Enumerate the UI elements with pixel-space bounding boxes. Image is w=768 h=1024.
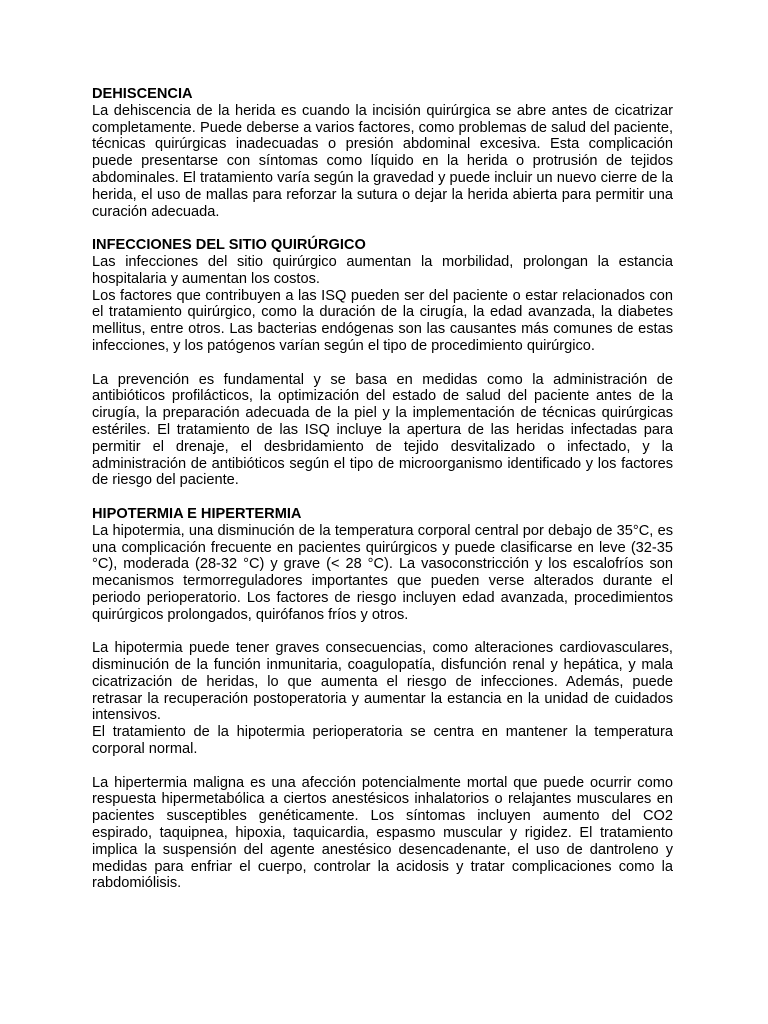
paragraph-infecciones-factores: Los factores que contribuyen a las ISQ pueden ser del paciente o estar relacionados con el tratamiento quirúrgico, como la duración de la cirugía, la edad avanzada, la diabetes mellitus, entre otros. Las bacterias endógenas son las causantes más comunes de estas infecciones, y los patógenos varían según el tipo de procedimiento quirúrgico. <box>92 287 673 354</box>
paragraph-hipertermia-maligna: La hipertermia maligna es una afección potencialmente mortal que puede ocurrir como respuesta hipermetabólica a ciertos anestésicos inhalatorios o relajantes musculares en pacientes susceptibles genéticamente. Los síntomas incluyen aumento del CO2 espirado, taquipnea, hipoxia, taquicardia, espasmo muscular y rigidez. El tratamiento implica la suspensión del agente anestésico desencadenante, el uso de dantroleno y medidas para enfriar el cuerpo, controlar la acidosis y tratar complicaciones como la rabdomiólisis. <box>92 774 673 892</box>
paragraph-hipotermia-consecuencias: La hipotermia puede tener graves consecuencias, como alteraciones cardiovasculares, disminución de la función inmunitaria, coagulopatía, disfunción renal y hepática, y mala cicatrización de heridas, lo que aumenta el riesgo de infecciones. Además, puede retrasar la recuperación postoperatoria y aumentar la estancia en la unidad de cuidados intensivos. <box>92 640 673 724</box>
section-heading-infecciones: INFECCIONES DEL SITIO QUIRÚRGICO <box>92 237 366 254</box>
paragraph-spacer <box>92 624 673 641</box>
paragraph-hipotermia-tratamiento: El tratamiento de la hipotermia perioperatoria se centra en mantener la temperatura corporal normal. <box>92 724 673 758</box>
paragraph-spacer <box>92 220 673 237</box>
paragraph-spacer <box>92 355 673 372</box>
paragraph-spacer <box>92 489 673 506</box>
paragraph-infecciones-intro: Las infecciones del sitio quirúrgico aumentan la morbilidad, prolongan la estancia hospitalaria y aumentan los costos. <box>92 253 673 287</box>
document-page <box>92 86 673 892</box>
paragraph-spacer <box>92 758 673 775</box>
section-heading-dehiscencia: DEHISCENCIA <box>92 86 193 102</box>
paragraph-infecciones-prevencion: La prevención es fundamental y se basa en medidas como la administración de antibióticos profilácticos, la optimización del estado de salud del paciente antes de la cirugía, la preparación adecuada de la piel y la implementación de técnicas quirúrgicas estériles. El tratamiento de las ISQ incluye la apertura de las heridas infectadas para permitir el drenaje, el desbridamiento de tejido desvitalizado o infectado, y la administración de antibióticos según el tipo de microorganismo identificado y los factores de riesgo del paciente. <box>92 371 673 489</box>
paragraph-hipotermia-definicion: La hipotermia, una disminución de la temperatura corporal central por debajo de 35°C, es una complicación frecuente en pacientes quirúrgicos y puede clasificarse en leve (32-35 °C), moderada (28-32 °C) y grave (< 28 °C). La vasoconstricción y los escalofríos son mecanismos termorreguladores importantes que pueden verse alterados durante el periodo perioperatorio. Los factores de riesgo incluyen edad avanzada, procedimientos quirúrgicos prolongados, quirófanos fríos y otros. <box>92 522 673 623</box>
section-heading-hipotermia: HIPOTERMIA E HIPERTERMIA <box>92 505 302 522</box>
paragraph-dehiscencia: La dehiscencia de la herida es cuando la incisión quirúrgica se abre antes de cicatrizar completamente. Puede deberse a varios factores, como problemas de salud del paciente, técnicas quirúrgicas inadecuadas o presión abdominal excesiva. Esta complicación puede presentarse con síntomas como líquido en la herida o protrusión de tejidos abdominales. El tratamiento varía según la gravedad y puede incluir un nuevo cierre de la herida, el uso de mallas para reforzar la sutura o dejar la herida abierta para permitir una curación adecuada. <box>92 102 673 220</box>
